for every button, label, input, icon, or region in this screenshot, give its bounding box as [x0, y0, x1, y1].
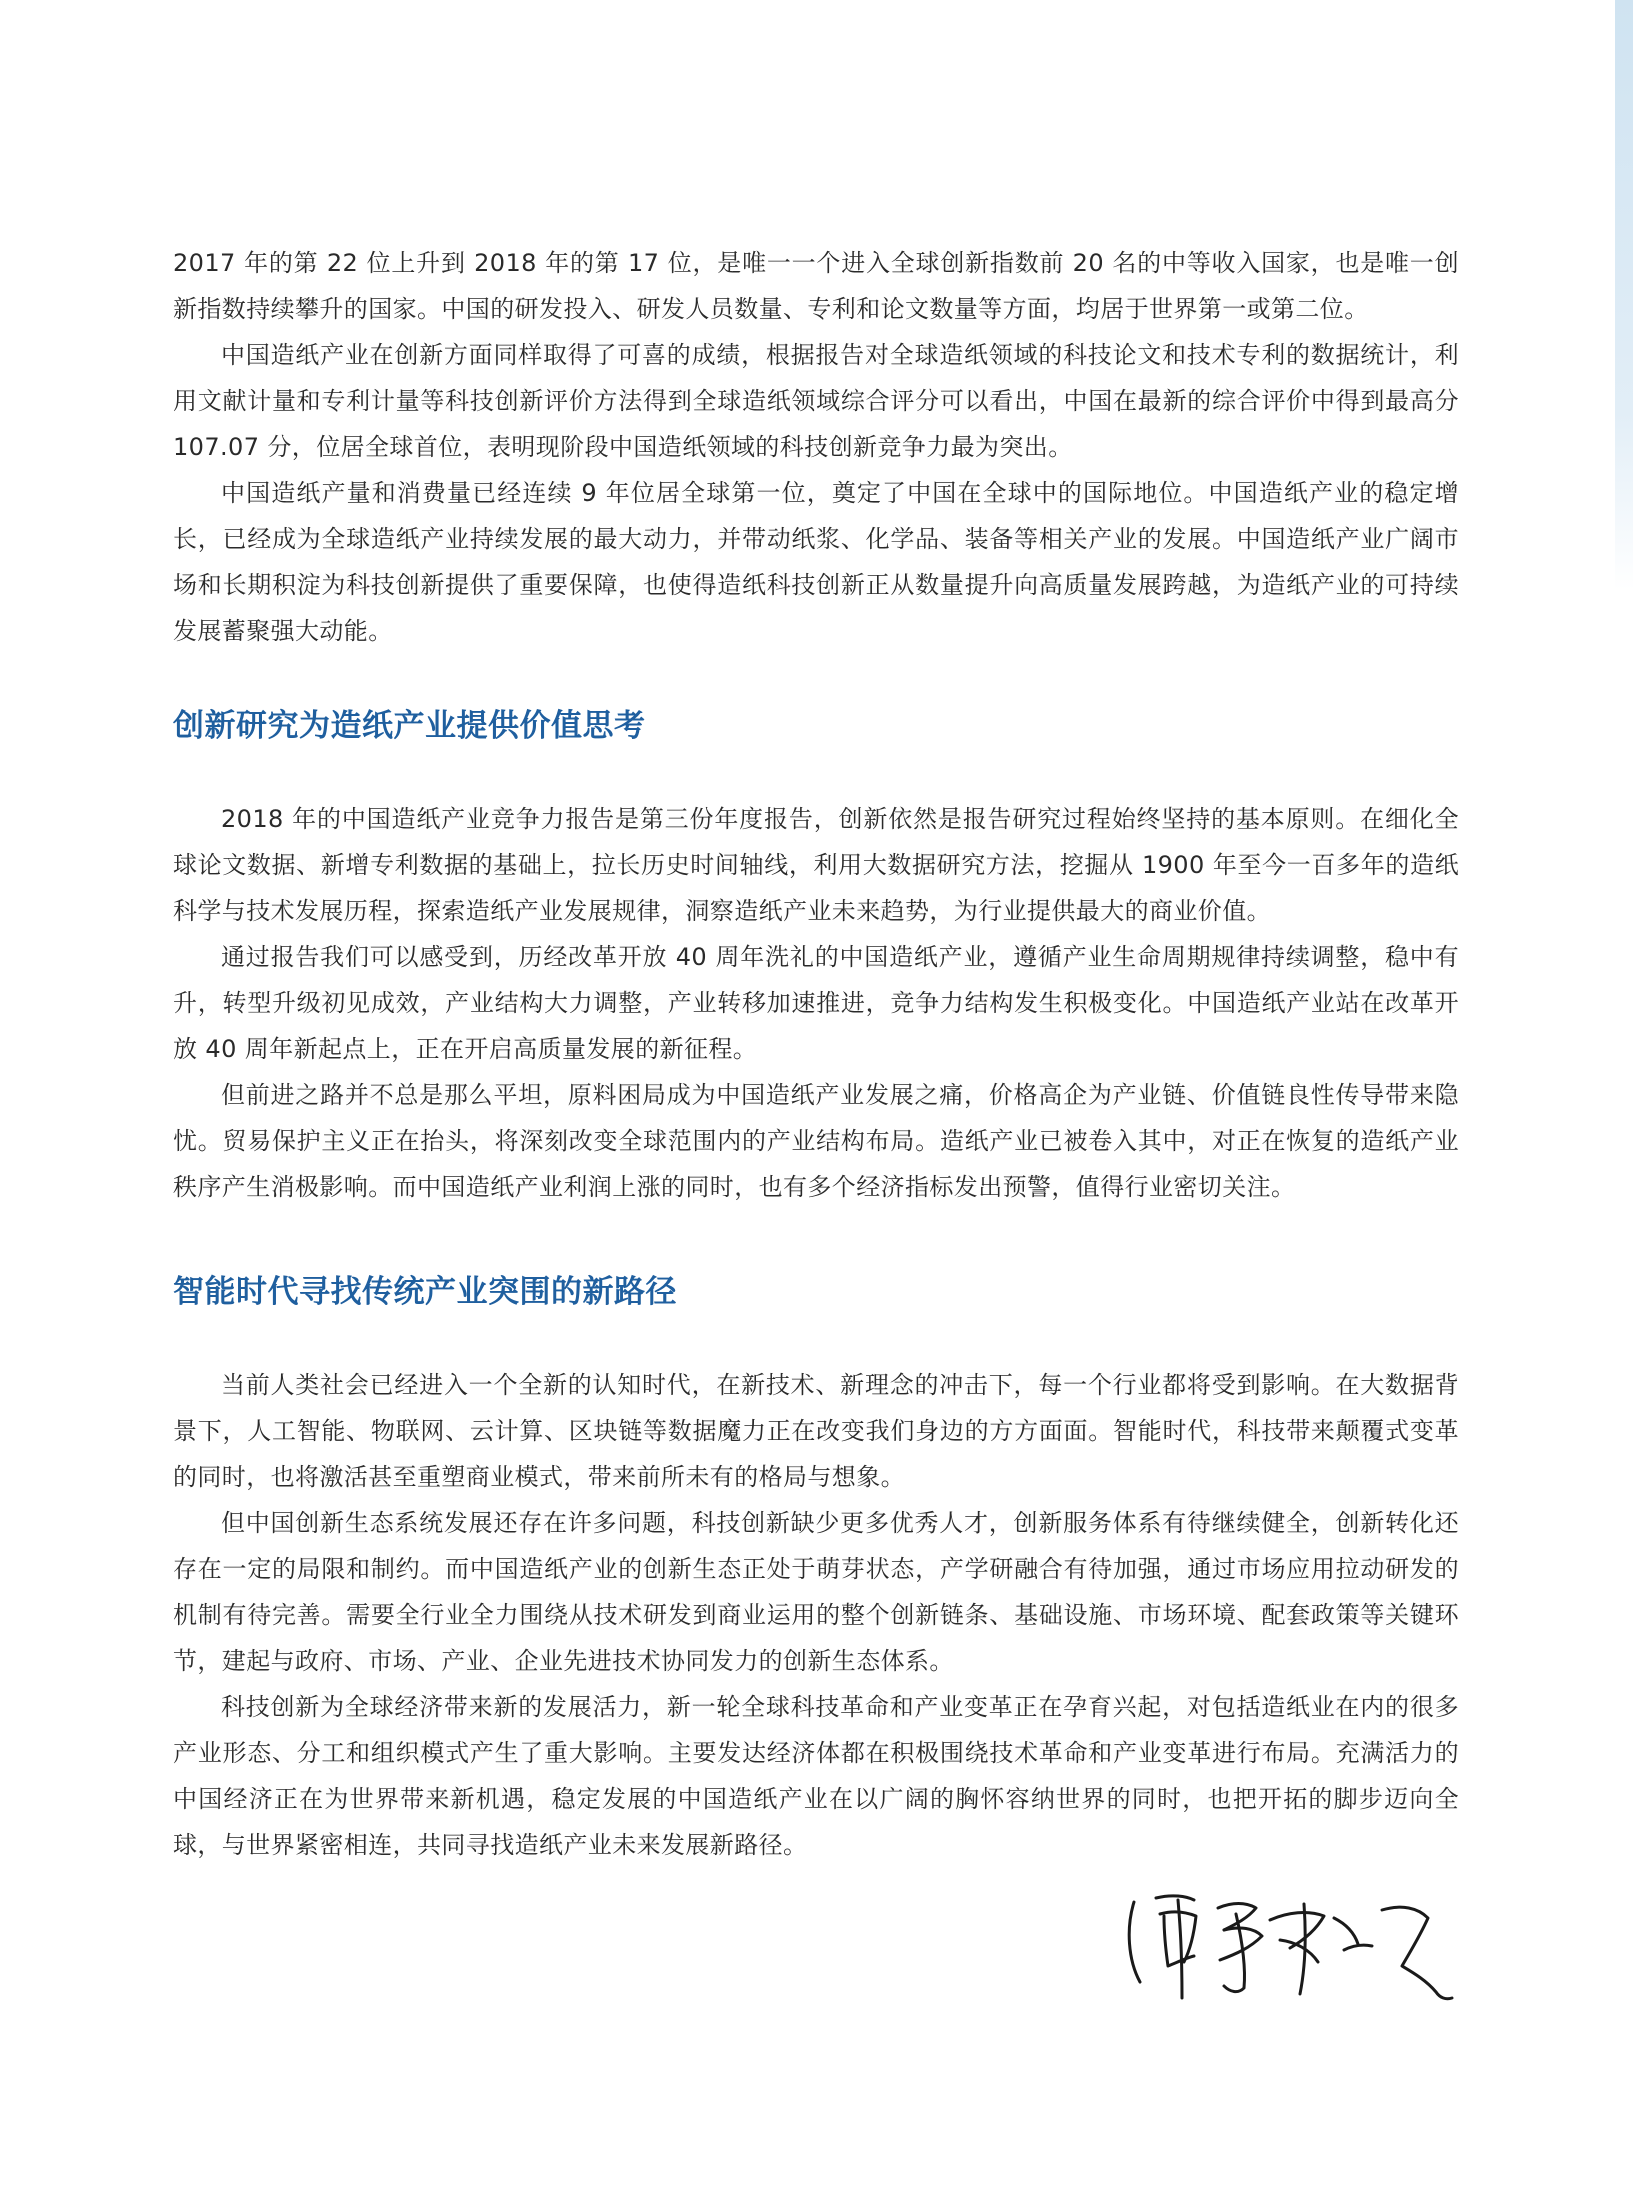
section1-paragraph-2: 通过报告我们可以感受到，历经改革开放 40 周年洗礼的中国造纸产业，遵循产业生命周期规律持续调整，稳中有升，转型升级初见成效，产业结构大力调整，产业转移加速推进，竞争力结构发生积极变化。中国造纸产业站在改革开放 40 周年新起点上，正在开启高质量发展的新征程。: [173, 943, 1459, 1063]
section1-paragraph-3: 但前进之路并不总是那么平坦，原料困局成为中国造纸产业发展之痛，价格高企为产业链、价值链良性传导带来隐忧。贸易保护主义正在抬头，将深刻改变全球范围内的产业结构布局。造纸产业已被卷入其中，对正在恢复的造纸产业秩序产生消极影响。而中国造纸产业利润上涨的同时，也有多个经济指标发出预警，值得行业密切关注。: [173, 1081, 1459, 1201]
section1-paragraph-1: 2018 年的中国造纸产业竞争力报告是第三份年度报告，创新依然是报告研究过程始终坚持的基本原则。在细化全球论文数据、新增专利数据的基础上，拉长历史时间轴线，利用大数据研究方法，挖掘从 1900 年至今一百多年的造纸科学与技术发展历程，探索造纸产业发展规律，洞察造纸产业未来趋势，为行业提供最大的商业价值。: [173, 805, 1459, 925]
intro-paragraph-1: 2017 年的第 22 位上升到 2018 年的第 17 位，是唯一一个进入全球创新指数前 20 名的中等收入国家，也是唯一创新指数持续攀升的国家。中国的研发投入、研发人员数量、专利和论文数量等方面，均居于世界第一或第二位。: [173, 249, 1459, 323]
section-heading-value-thinking: 创新研究为造纸产业提供价值思考: [173, 708, 646, 744]
section2-paragraph-1: 当前人类社会已经进入一个全新的认知时代，在新技术、新理念的冲击下，每一个行业都将受到影响。在大数据背景下，人工智能、物联网、云计算、区块链等数据魔力正在改变我们身边的方方面面。智能时代，科技带来颠覆式变革的同时，也将激活甚至重塑商业模式，带来前所未有的格局与想象。: [173, 1371, 1459, 1491]
signature-icon: [1120, 1880, 1460, 2010]
section-heading-new-path: 智能时代寻找传统产业突围的新路径: [173, 1274, 677, 1310]
document-body: [173, 240, 1459, 1868]
intro-paragraph-3: 中国造纸产量和消费量已经连续 9 年位居全球第一位，奠定了中国在全球中的国际地位。中国造纸产业的稳定增长，已经成为全球造纸产业持续发展的最大动力，并带动纸浆、化学品、装备等相关产业的发展。中国造纸产业广阔市场和长期积淀为科技创新提供了重要保障，也使得造纸科技创新正从数量提升向高质量发展跨越，为造纸产业的可持续发展蓄聚强大动能。: [173, 479, 1459, 645]
intro-paragraph-2: 中国造纸产业在创新方面同样取得了可喜的成绩，根据报告对全球造纸领域的科技论文和技术专利的数据统计，利用文献计量和专利计量等科技创新评价方法得到全球造纸领域综合评分可以看出，中国在最新的综合评价中得到最高分 107.07 分，位居全球首位，表明现阶段中国造纸领域的科技创新竞争力最为突出。: [173, 341, 1459, 461]
section2-paragraph-2: 但中国创新生态系统发展还存在许多问题，科技创新缺少更多优秀人才，创新服务体系有待继续健全，创新转化还存在一定的局限和制约。而中国造纸产业的创新生态正处于萌芽状态，产学研融合有待加强，通过市场应用拉动研发的机制有待完善。需要全行业全力围绕从技术研发到商业运用的整个创新链条、基础设施、市场环境、配套政策等关键环节，建起与政府、市场、产业、企业先进技术协同发力的创新生态体系。: [173, 1509, 1459, 1675]
section2-paragraph-3: 科技创新为全球经济带来新的发展活力，新一轮全球科技革命和产业变革正在孕育兴起，对包括造纸业在内的很多产业形态、分工和组织模式产生了重大影响。主要发达经济体都在积极围绕技术革命和产业变革进行布局。充满活力的中国经济正在为世界带来新机遇，稳定发展的中国造纸产业在以广阔的胸怀容纳世界的同时，也把开拓的脚步迈向全球，与世界紧密相连，共同寻找造纸产业未来发展新路径。: [173, 1693, 1459, 1859]
page-edge-accent: [1615, 0, 1633, 590]
